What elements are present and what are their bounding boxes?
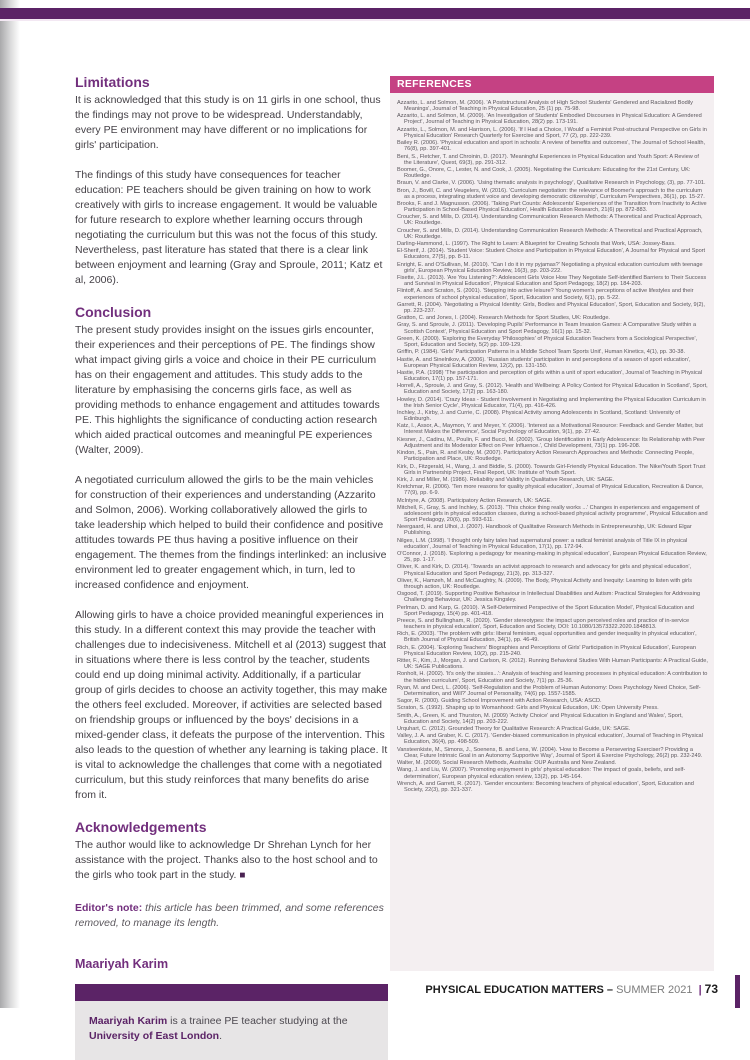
reference-item: Oliver, K. and Kirk, D. (2014). 'Towards an activist approach to research and advocacy for girls and physical education', Physical Education and Sport Pedagogy, 21(3), pp. 313-327.	[397, 564, 692, 577]
footer-edge-mark	[735, 975, 740, 1008]
reference-item: Azzarito, L. and Solmon, M. (2006). 'A Poststructural Analysis of High School Students' Gendered and Racialized Bodily Meanings', Journal of Teaching in Physical Education, 25 (1) pp. 75-98.	[397, 100, 693, 113]
reference-item: Neergaard, H. and Ulhoi, J. (2007). Handbook of Qualitative Research Methods in Entrepreneurship, UK: Edward Elgar Publishing.	[397, 524, 692, 537]
body-paragraph: The present study provides insight on the issues girls encounter, their experiences and their perceptions of PE. The findings show what impact giving girls a voice and choice in their PE curriculum has on their engagement and attitudes. This study adds to the literature by emphasising the concerns girls face, as well as providing methods to enhance engagement and attitudes towards PE. This highlights the significance of conducting action research which aided practical outcomes and meaningful PE experiences (Walter, 2009).	[75, 324, 380, 456]
body-paragraph: It is acknowledged that this study is on 11 girls in one school, thus the findings may not prove to be widespread. Understandably, every PE environment may have different or no implications for girls' participation.	[75, 94, 381, 151]
body-paragraph: Allowing girls to have a choice provided meaningful experiences in this study. In a different context this may provide the teacher with challenges due to indecisiveness. Mitchell et al (2013) suggest that in situations where there is less control by the teacher, students could end up doing minimal activity. Additionally, if a particular group of girls decides to choose an activity together, this may make the others feel excluded. Moreover, if activities are selected based on friendship groups or influenced by the boys' decisions in a mixed-gender class, it defeats the purpose of the intervention. This also leads to the question of whether any learning is taking place. It is vital to acknowledge the challenges that come with a negotiated curriculum, but this study reinforces that many benefits do arise from it.	[75, 609, 388, 801]
reference-item: Kirk, J. and Miller, M. (1986). Reliability and Validity in Qualitative Research, UK: SAGE.	[397, 476, 615, 483]
reference-item: Croucher, S. and Mills, D. (2014). Understanding Communication Research Methods: A Theoretical and Practical Approach, UK: Routledge.	[397, 214, 703, 227]
limitations-paragraphs	[75, 93, 388, 288]
reference-item: Sagor, R. (2000). Guiding School Improvement with Action Research, USA: ASCD.	[397, 698, 602, 705]
reference-item: Vansteenkiste, M., Simons, J., Soenens, B. and Lens, W. (2004). 'How to Become a Persevering Exerciser? Providing a Clear, Future Intrinsic Goal in an Autonomy Supportive Way', Journal of Sport & Exercise Psychology, 26(2) pp. 232-249.	[397, 746, 703, 759]
reference-item: O'Connor, J. (2018). 'Exploring a pedagogy for meaning-making in physical education', European Physical Education Review, 25, pp. 1-17.	[397, 551, 707, 564]
footer-issue: SUMMER 2021	[613, 984, 696, 996]
reference-item: Boomer, G., Onore, C., Lester, N. and Cook, J. (2005). Negotiating the Curriculum: Educating for the 21st Century, UK: Routledge.	[397, 166, 691, 179]
reference-item: Beni, S., Fletcher, T. and Chroinin, D. (2017). 'Meaningful Experiences in Physical Education and Youth Sport: A Review of the Literature', Quest, 69(3), pp. 291-312.	[397, 153, 699, 166]
reference-item: Hastie, A. and Sinelnikov, A. (2006). 'Russian students' participation in and perceptions of a season of sport education', European Physical Education Review, 12(2), pp. 131-150.	[397, 356, 691, 369]
reference-item: McIntyre, A. (2008). Participatory Action Research, UK: SAGE.	[397, 497, 552, 504]
reference-item: Preece, S. and Bullingham, R. (2020). 'Gender stereotypes: the impact upon perceived roles and practice of in-service teachers in physical education', Sport, Education and Society, DOI: 10.1080/13573322.2020.1848813.	[397, 617, 690, 630]
reference-item: Azzarito, L. and Solmon, M. (2009). 'An Investigation of Students' Embodied Discourses in Physical Education: A Gendered Project', Journal of Teaching in Physical Education, 28(2) pp. 173-191.	[397, 113, 702, 126]
page-edge-shadow	[0, 0, 20, 1008]
author-bio-period: .	[219, 1030, 223, 1042]
reference-item: Katz, I., Assor, A., Maymon, Y. and Meyer, Y. (2006). 'Interest as a Motivational Resource: Feedback and Gender Matter, but Interest Makes the Difference', Social Psychology of Education, 9(1), pp. 27-42.	[397, 423, 703, 436]
reference-item: Hastie, P.A. (1998) 'The participation and perception of girls within a unit of sport education', Journal of Teaching in Physical Education, 17(1) pp. 157-171.	[397, 369, 703, 382]
author-box-accent-bar	[75, 984, 388, 1001]
acknowledgements-paragraph	[75, 838, 388, 883]
body-paragraph: The findings of this study have consequences for teacher education: PE teachers should be given training on how to work creatively with girls to increase engagement. It would be valuable for future research to explore whether learning occurs through negotiating the curriculum but this was not the focus of this study. Nevertheless, past literature has stated that there is a clear link between enjoyment and learning (Gray and Sproule, 2011; Katz et al, 2006).	[75, 169, 383, 286]
reference-item: Green, K. (2000). 'Exploring the Everyday 'Philosophies' of Physical Education Teachers from a Sociological Perspective', Sport, Education and Society, 5(2) pp. 109-129.	[397, 335, 698, 348]
author-bio-university: University of East London	[89, 1030, 220, 1042]
reference-item: Gray, S. and Sproule, J. (2011). 'Developing Pupils' Performance in Team Invasion Games: A Comparative Study within a Scottish Context', Physical Education and Sport Pedagogy, 16(1) pp. 15-32.	[397, 322, 697, 335]
article-left-column	[75, 74, 388, 1060]
reference-item: Mitchell, F., Gray, S. and Inchley, S. (2013). ''This choice thing really works ...' Changes in experiences and engagement of adolescent girls in physical education classes, during a school-based physical activity programme', Physical Education and Sport Pedagogy, 20(6), pp. 593-611.	[397, 504, 708, 523]
reference-item: Ryan, M. and Deci, L. (2006). 'Self-Regulation and the Problem of Human Autonomy: Does Psychology Need Choice, Self-Determination, and Will?' Journal of Personality, 74(6) pp. 1557-1585.	[397, 684, 701, 697]
reference-item: Kindon, S., Pain, R. and Kesby, M. (2007). Participatory Action Research Approaches and Methods: Connecting People, Participation and Place, UK: Routledge.	[397, 450, 694, 463]
acknowledgements-heading: Acknowledgements	[75, 819, 207, 835]
section-acknowledgements	[75, 819, 388, 883]
page-footer	[425, 982, 718, 996]
editors-note	[75, 901, 388, 931]
reference-item: Valley, J. A. and Graber, K. C. (2017). 'Gender-biased communication in physical education', Journal of Teaching in Physical Education, 36(4), pp. 498-509.	[397, 733, 703, 746]
reference-item: Scraton, S. (1992). Shaping up to Womanhood: Girls and Physical Education, UK: Open University Press.	[397, 705, 659, 712]
reference-item: Ronholt, H. (2002). 'It's only the sissies...': Analysis of teaching and learning processes in physical education: A contribution to the hidden curriculum', Sport, Education and Society, 7(1) pp. 25-36.	[397, 671, 708, 684]
reference-item: Croucher, S. and Mills, D. (2014). Understanding Communication Research Methods: A Theoretical and Practical Approach, UK: Routledge.	[397, 227, 703, 240]
reference-item: Darling-Hammond, L. (1997). The Right to Learn: A Blueprint for Creating Schools that Work, USA: Jossey-Bass.	[397, 241, 676, 248]
author-bio-box	[75, 984, 388, 1060]
author-bio-text	[75, 1001, 388, 1060]
reference-item: Enright, E. and O'Sullivan, M. (2010). ''Can I do it in my pyjamas?' Negotiating a physical education curriculum with teenage girls', European Physical Education Review, 16(3), pp. 203-222.	[397, 261, 703, 274]
reference-item: Fisette, J.L. (2013). 'Are You Listening?': Adolescent Girls Voice How They Negotiate Self-identified Barriers to Their Success and Survival in Physical Education', Physical Education and Sport Pedagogy, 18(2) pp. 184-203.	[397, 275, 707, 288]
references-heading: REFERENCES	[390, 76, 714, 93]
reference-item: Inchley, J., Kirby, J. and Currie, C. (2008). Physical Activity among Adolescents in Scotland, Scotland: University of Edinburgh.	[397, 410, 681, 423]
reference-item: Ritter, F., Kim, J., Morgan, J. and Carlson, R. (2012). Running Behavioral Studies With Human Participants: A Practical Guide, UK: SAGE Publications.	[397, 658, 708, 671]
reference-item: Bailey R. (2006). 'Physical education and sport in schools: A review of benefits and outcomes', The Journal of School Health, 76(8), pp. 397-401.	[397, 140, 705, 153]
reference-item: Garrett, R. (2004). 'Negotiating a Physical Identity: Girls, Bodies and Physical Education', Sport, Education and Society, 9(2), pp. 223-237.	[397, 301, 705, 314]
reference-item: Rich, E. (2004). 'Exploring Teachers' Biographies and Perceptions of Girls' Participation in Physical Education', European Physical Education Review, 10(2), pp. 215-240.	[397, 644, 696, 657]
editors-note-text: this article has been trimmed, and some references removed, to manage its length.	[75, 902, 384, 929]
section-limitations	[75, 74, 388, 288]
author-name-heading: Maariyah Karim	[75, 957, 169, 971]
conclusion-heading: Conclusion	[75, 304, 152, 320]
author-bio-middle: is a trainee PE teacher studying at the	[167, 1015, 348, 1027]
reference-item: Gratton, C. and Jones, I. (2004). Research Methods for Sport Studies, UK: Routledge.	[397, 315, 610, 322]
reference-item: El-Sherif, J. (2014). 'Student Voice: Student Choice and Participation in Physical Education', A Journal for Physical and Sport Educators, 27(5), pp. 8-11.	[397, 248, 706, 261]
conclusion-paragraphs	[75, 323, 388, 803]
reference-item: Smith, A., Green, K. and Thurston, M. (2009) 'Activity Choice' and Physical Education in England and Wales', Sport, Education and Society, 14(2) pp. 203-222.	[397, 712, 683, 725]
section-conclusion	[75, 304, 388, 803]
footer-separator: |	[698, 984, 702, 996]
reference-item: Rich, E. (2003). 'The problem with girls: liberal feminism, equal opportunities and gender inequality in physical education', British Journal of Physical Education, 34(1), pp. 46-49.	[397, 631, 697, 644]
reference-item: Griffin, P. (1984). 'Girls' Participation Patterns in a Middle School Team Sports Unit', Human Kinetics, 4(1), pp. 30-38.	[397, 349, 685, 356]
acknowledgements-text: The author would like to acknowledge Dr Shrehan Lynch for her assistance with the project. Thanks also to the host school and to the girls who took part in the study.	[75, 839, 378, 881]
reference-item: Walter, M. (2009). Social Research Methods, Australia: OUP Australia and New Zealand.	[397, 760, 617, 767]
author-bio-name: Maariyah Karim	[89, 1015, 168, 1027]
footer-brand: PHYSICAL EDUCATION MATTERS –	[425, 984, 614, 996]
end-of-article-marker: ■	[239, 870, 246, 881]
limitations-heading: Limitations	[75, 74, 150, 90]
reference-item: Kirk, D., Fitzgerald, H., Wang, J. and Biddle, S. (2000). Towards Girl-Friendly Physical Education. The Nike/Youth Sport Trust Girls in Partnership Project, Final Report, UK: Institute of Youth Sport.	[397, 463, 706, 476]
reference-item: Horrell, A., Sproule, J. and Gray, S. (2012). 'Health and Wellbeing: A Policy Context for Physical Education in Scotland', Sport, Education and Society, 17(2) pp. 163-180.	[397, 383, 708, 396]
reference-item: Howley, D. (2014). 'Crazy Ideas - Student Involvement in Negotiating and Implementing the Physical Education Curriculum in the Irish Senior Cycle', Physical Educator, 71(4), pp. 416-426.	[397, 396, 706, 409]
reference-item: Perlman, D. and Karp, G. (2010). 'A Self-Determined Perspective of the Sport Education Model', Physical Education and Sport Pedagogy, 15(4) pp. 401-418.	[397, 604, 694, 617]
editors-note-label: Editor's note:	[75, 902, 143, 914]
reference-item: Flintoff, A. and Scraton, S. (2001). 'Stepping into active leisure? Young women's perceptions of active lifestyles and their experiences of school physical education', Sport, Education and Society, 6(1), pp. 5-22.	[397, 288, 694, 301]
reference-item: Kiesner, J., Cadinu, M., Poulin, F. and Bucci, M. (2002). 'Group Identification in Early Adolescence: Its Relationship with Peer Adjustment and its Moderator Effect on Peer Influence.', Child Development, 73(1) pp. 196-208.	[397, 436, 705, 449]
references-panel	[390, 76, 714, 971]
top-accent-bar	[0, 8, 750, 21]
reference-item: Osgood, T. (2019). Supporting Positive Behaviour in Intellectual Disabilities and Autism: Practical Strategies for Addressing Challenging Behaviour, UK: Jessica Kingsley.	[397, 591, 701, 604]
reference-item: Wrench, A. and Garrett, R. (2017). 'Gender encounters: Becoming teachers of physical education', Sport, Education and Society, 22(3), pp. 321-337.	[397, 780, 694, 793]
reference-item: Bron, J., Bovill, C. and Veugelers, W. (2016). 'Curriculum negotiation: the relevance of Boomer's approach to the curriculum as a process, integrating student voice and developing democratic citizenship', Curriculum Perspectives, 36(1), pp. 15-27.	[397, 187, 705, 200]
reference-item: Brooks, F. and J. Magnusson. (2006). 'Taking Part Counts: Adolescents' Experiences of the Transition from Inactivity to Active Participation in School-Based Physical Education', Health Education Research, 21(6) pp. 872-883.	[397, 200, 707, 213]
reference-item: Kretchmar, R. (2006). 'Ten more reasons for quality physical education', Journal of Physical Education, Recreation & Dance, 77(9), pp. 6-9.	[397, 484, 704, 497]
reference-item: Wang, J. and Liu, W. (2007). 'Promoting enjoyment in girls' physical education: The impact of goals, beliefs, and self-determination', European physical education review, 13(2), pp. 145-164.	[397, 767, 686, 780]
body-paragraph: A negotiated curriculum allowed the girls to be the main vehicles for construction of their experiences and understanding (Azzarito and Solmon, 2006). Working collaboratively allowed the girls to take leadership which helped to build their confidence and positive attitudes towards PE thus having a positive influence on their engagement. The themes from the findings interlinked: an inclusive environment led to greater engagement which, in turn, led to increased confidence and enjoyment.	[75, 474, 387, 591]
reference-item: Urquhart, C. (2012). Grounded Theory for Qualitative Research: A Practical Guide, UK: SAGE.	[397, 726, 631, 733]
reference-item: Azzarito, L., Solmon, M. and Harrison, L. (2006). 'If I Had a Choice, I Would' a Feminist Post-structural Perspective on Girls in Physical Education' Research Quarterly for Exercise and Sport, 77 (2), pp. 222-239.	[397, 126, 707, 139]
references-list	[390, 93, 714, 971]
reference-item: Braun, V. and Clarke, V. (2006). 'Using thematic analysis in psychology', Qualitative Research in Psychology, (3), pp. 77-101.	[397, 180, 706, 187]
footer-page-number: 73	[704, 982, 718, 996]
reference-item: Nilges, L.M. (1998). 'I thought only fairy tales had supernatural power: a radical feminist analysis of Title IX in physical education', Journal of Teaching in Physical Education, 17(1), pp. 172-94.	[397, 537, 688, 550]
reference-item: Oliver, K., Hamzeh, M. and McCaughtry, N. (2009). The Body, Physical Activity and Inequity: Learning to listen with girls through action, UK: Routledge.	[397, 577, 693, 590]
